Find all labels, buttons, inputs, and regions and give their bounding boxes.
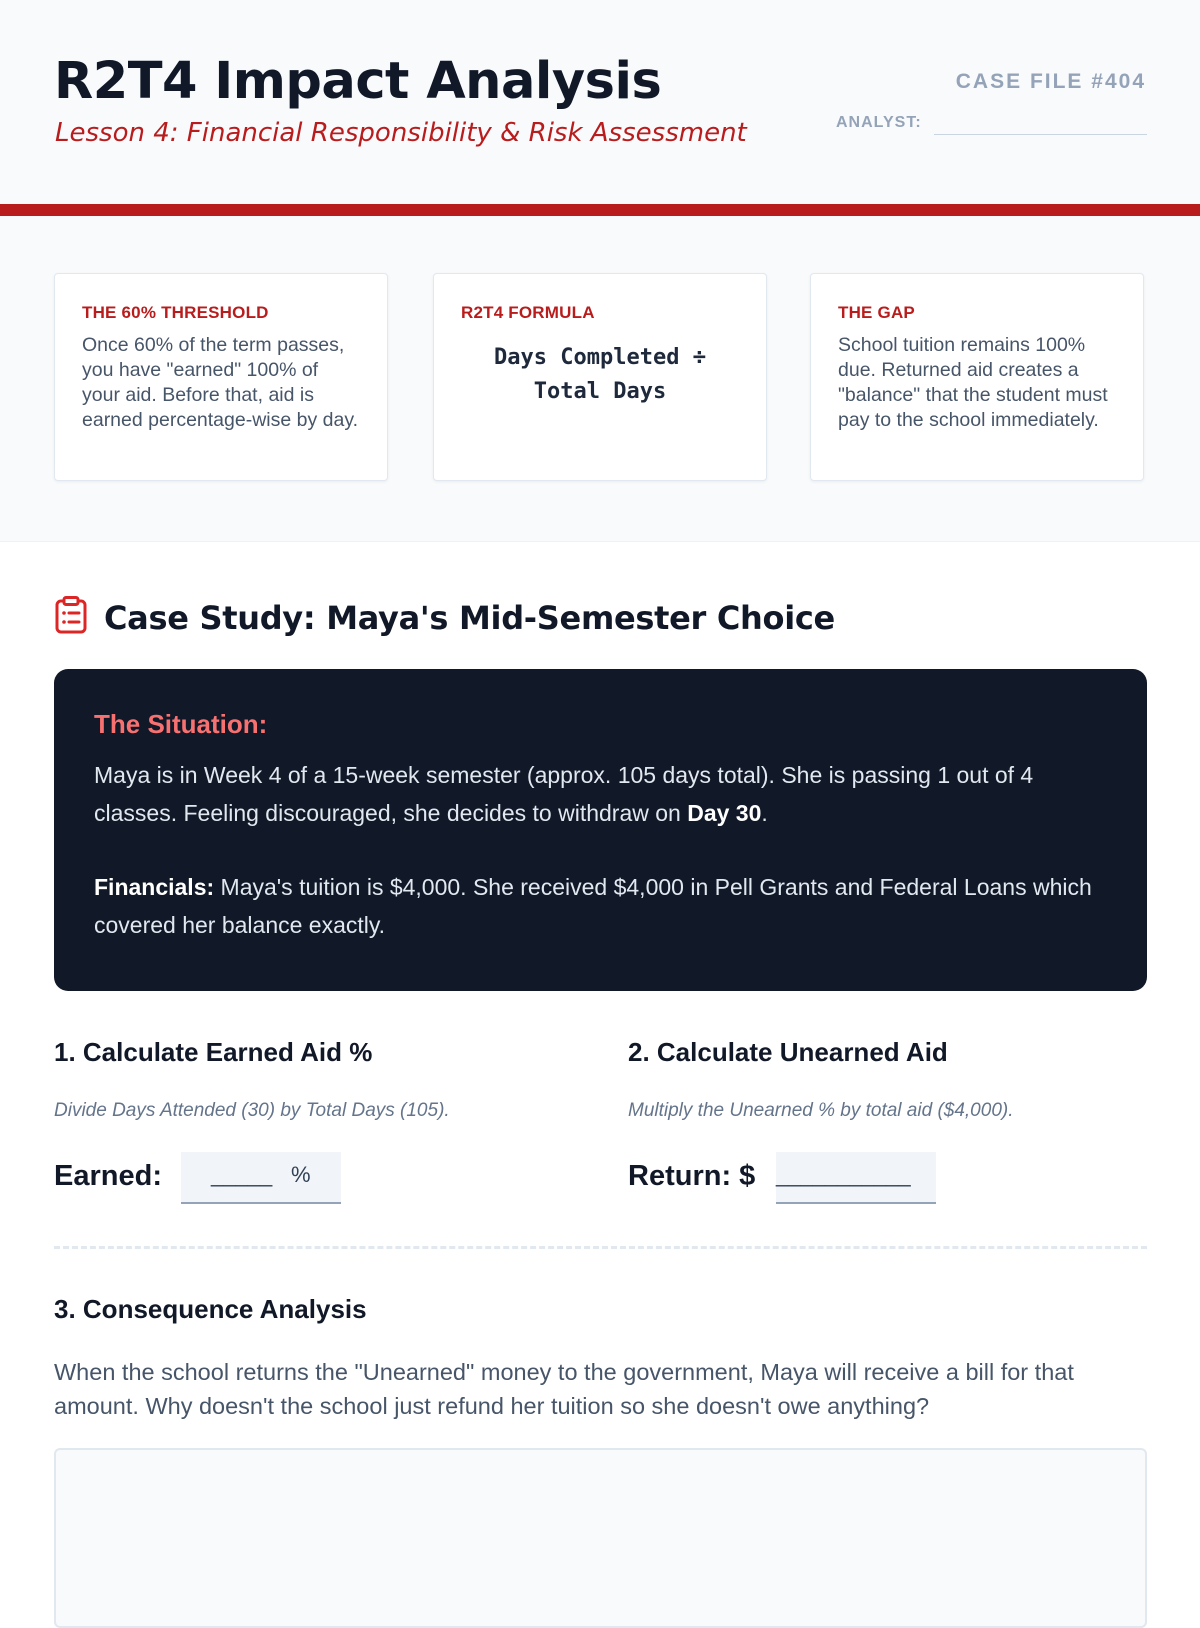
card-label: R2T4 FORMULA: [461, 303, 595, 322]
return-label: Return: $: [628, 1160, 756, 1192]
situation-panel: [54, 669, 1147, 991]
question-3-text: When the school returns the "Unearned" money to the government, Maya will receive a bill for that amount. Why doesn't the school just refund her tuition so she doesn't owe anything?: [54, 1359, 1074, 1419]
case-study-title: Case Study: Maya's Mid-Semester Choice: [104, 598, 835, 637]
case-study-heading: [54, 596, 835, 639]
formula-card: [433, 273, 767, 481]
card-label: THE GAP: [838, 303, 915, 322]
withdraw-day: Day 30: [687, 800, 762, 826]
case-file-number: CASE FILE #404: [955, 70, 1146, 93]
question-2-title: 2. Calculate Unearned Aid: [628, 1037, 948, 1067]
financials-paragraph: Financials: Maya's tuition is $4,000. She received $4,000 in Pell Grants and Federal Loans which covered her balance exactly.: [94, 874, 1092, 938]
page-header: [0, 0, 1200, 204]
page-title: R2T4 Impact Analysis: [54, 52, 662, 111]
gap-card: [810, 273, 1144, 481]
question-1-title: 1. Calculate Earned Aid %: [54, 1037, 373, 1067]
clipboard-icon: [54, 596, 88, 639]
question-3-title: 3. Consequence Analysis: [54, 1294, 367, 1324]
formula-line: Total Days: [533, 379, 667, 404]
card-text: Once 60% of the term passes, you have "earned" 100% of your aid. Before that, aid is earned percentage-wise by day.: [82, 334, 359, 431]
return-blank: ___________: [776, 1162, 911, 1187]
earned-blank: _____: [211, 1162, 273, 1187]
situation-heading: The Situation:: [94, 709, 268, 739]
card-label: THE 60% THRESHOLD: [82, 303, 269, 322]
financials-label: Financials:: [94, 874, 215, 900]
info-cards-section: [0, 216, 1200, 542]
section-divider: [54, 1246, 1147, 1249]
card-text: School tuition remains 100% due. Returned aid creates a "balance" that the student must pay to the school immediately.: [838, 334, 1108, 431]
question-1-hint: Divide Days Attended (30) by Total Days (105).: [54, 1100, 450, 1121]
return-amount-input[interactable]: [776, 1152, 936, 1204]
threshold-card: [54, 273, 388, 481]
page-subtitle: Lesson 4: Financial Responsibility & Risk Assessment: [55, 118, 747, 148]
percent-unit: %: [291, 1162, 311, 1187]
analyst-name-field[interactable]: [934, 134, 1147, 135]
earned-percent-input[interactable]: [181, 1152, 341, 1204]
question-2-hint: Multiply the Unearned % by total aid ($4,000).: [628, 1100, 1014, 1121]
situation-paragraph: Maya is in Week 4 of a 15-week semester (approx. 105 days total). She is passing 1 out of 4 classes. Feeling discouraged, she decides to withdraw on Day 30.: [94, 762, 1034, 826]
consequence-response-textarea[interactable]: [54, 1448, 1147, 1628]
formula-line: Days Completed ÷: [494, 345, 706, 370]
earned-label: Earned:: [54, 1160, 162, 1192]
analyst-label: ANALYST:: [836, 114, 922, 131]
formula-text: [461, 341, 739, 409]
header-divider-bar: [0, 204, 1200, 216]
